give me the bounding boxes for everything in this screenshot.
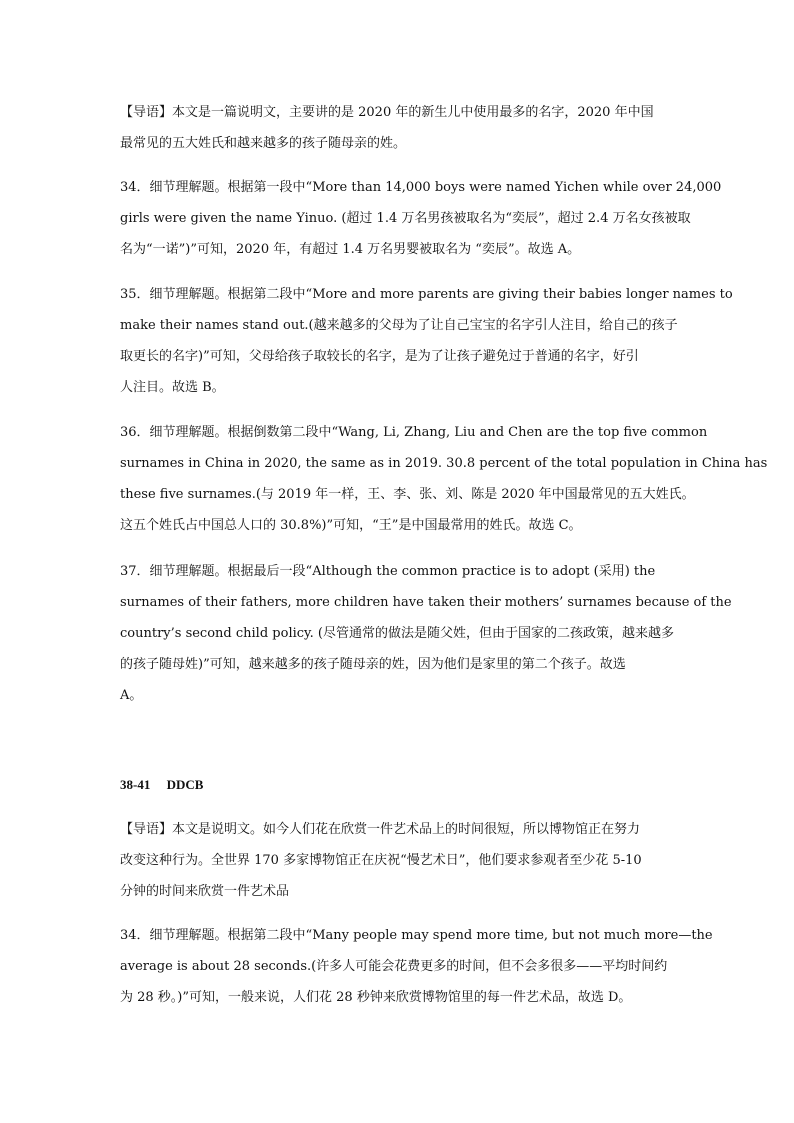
text-line: 35．细节理解题。根据第二段中“More and more parents are giving their babies longer names to	[120, 287, 733, 302]
text-line: A。	[120, 688, 143, 703]
answer-37-paragraph	[120, 564, 732, 703]
answer-key-heading: 38-41 DDCB	[120, 777, 204, 792]
text-line: average is about 28 seconds.(许多人可能会花费更多的时间，但不会多很多——平均时间约	[120, 959, 668, 974]
text-line: 34．细节理解题。根据第二段中“Many people may spend more time, but not much more—the	[120, 928, 713, 943]
text-line: 这五个姓氏占中国总人口的 30.8%)”可知，“王”是中国最常用的姓氏。故选 C。	[120, 518, 582, 533]
text-line: 34．细节理解题。根据第一段中“More than 14,000 boys were named Yichen while over 24,000	[120, 180, 722, 195]
text-line: make their names stand out.(越来越多的父母为了让自己宝宝的名字引人注目，给自己的孩子	[120, 318, 678, 333]
text-line: 最常见的五大姓氏和越来越多的孩子随母亲的姓。	[120, 136, 407, 151]
text-line: 的孩子随母姓)”可知，越来越多的孩子随母亲的姓，因为他们是家里的第二个孩子。故选	[120, 657, 626, 672]
text-line: 37．细节理解题。根据最后一段“Although the common practice is to adopt (采用) the	[120, 564, 656, 579]
answer-34-paragraph	[120, 180, 722, 257]
text-line: 【导语】本文是说明文。如今人们花在欣赏一件艺术品上的时间很短，所以博物馆正在努力	[120, 822, 641, 837]
text-line: surnames in China in 2020, the same as in 2019. 30.8 percent of the total population in China has	[120, 456, 768, 471]
text-line: 【导语】本文是一篇说明文，主要讲的是 2020 年的新生儿中使用最多的名字，2020 年中国	[120, 105, 654, 120]
text-line: 取更长的名字)”可知，父母给孩子取较长的名字，是为了让孩子避免过于普通的名字，好引	[120, 349, 639, 364]
intro-paragraph-1	[120, 105, 680, 151]
text-line: 分钟的时间来欣赏一件艺术品	[120, 884, 290, 899]
text-line: 人注目。故选 B。	[120, 380, 225, 395]
text-line: girls were given the name Yinuo. (超过 1.4 万名男孩被取名为“奕辰”，超过 2.4 万名女孩被取	[120, 211, 691, 226]
text-line: these five surnames.(与 2019 年一样，王、李、张、刘、陈是 2020 年中国最常见的五大姓氏。	[120, 487, 695, 502]
answer-36-paragraph	[120, 425, 768, 533]
text-line: 名为“一诺”)”可知，2020 年，有超过 1.4 万名男婴被取名为 “奕辰”。故选 A。	[120, 242, 581, 257]
text-line: country’s second child policy. (尽管通常的做法是随父姓，但由于国家的二孩政策，越来越多	[120, 626, 674, 641]
answer-35-paragraph	[120, 287, 733, 395]
text-line: 改变这种行为。全世界 170 多家博物馆正在庆祝“慢艺术日”，他们要求参观者至少花 5-10	[120, 853, 642, 868]
text-line: 36．细节理解题。根据倒数第二段中“Wang, Li, Zhang, Liu and Chen are the top five common	[120, 425, 708, 440]
answer-34b-paragraph	[120, 928, 713, 1005]
intro-paragraph-2	[120, 822, 680, 899]
text-line: surnames of their fathers, more children have taken their mothers’ surnames because of the	[120, 595, 732, 610]
text-line: 为 28 秒。)”可知，一般来说，人们花 28 秒钟来欣赏博物馆里的每一件艺术品，故选 D。	[120, 990, 632, 1005]
